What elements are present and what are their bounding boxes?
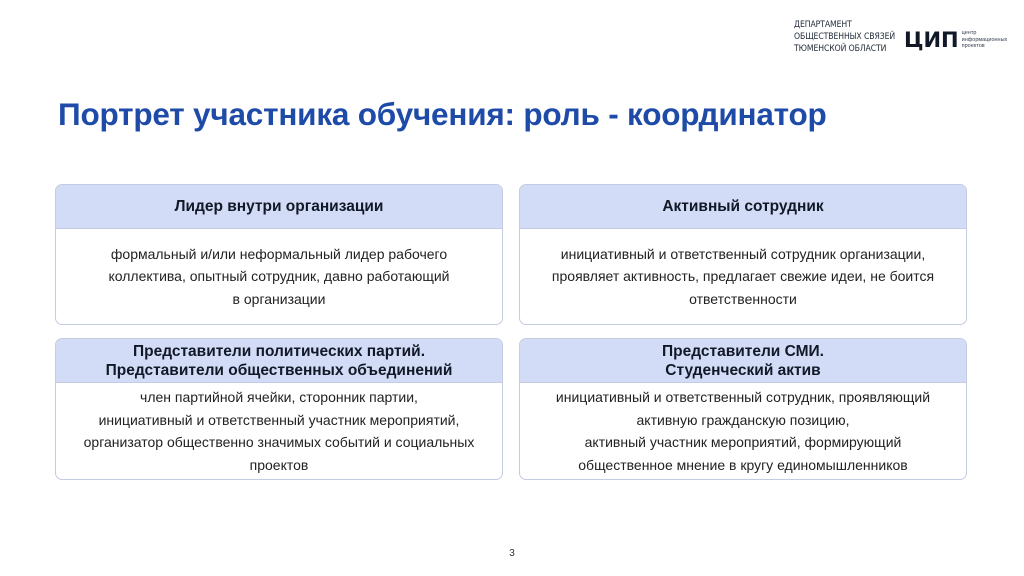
card-media (519, 338, 967, 480)
cip-logo-mark: ЦИП (904, 28, 959, 52)
card-heading (56, 339, 502, 383)
card-body-line: формальный и/или неформальный лидер рабочего (110, 245, 448, 262)
card-body-line: проявляет активность, предлагает свежие идеи, не боится (551, 268, 935, 285)
card-heading-line: Активный сотрудник (662, 198, 824, 215)
card-body-line: активную гражданскую позицию, (636, 411, 850, 428)
cip-logo-line: центр (961, 30, 977, 37)
card-leader (55, 184, 503, 325)
card-body-line: коллектива, опытный сотрудник, давно работающий (108, 268, 450, 285)
card-heading-line: Студенческий актив (665, 361, 821, 379)
card-body-line: общественное мнение в кругу единомышленников (578, 456, 908, 473)
card-heading-line: Представители политических партий. (132, 342, 426, 360)
card-body-line: ответственности (689, 290, 797, 307)
card-body-line: инициативный и ответственный участник мероприятий, (98, 411, 460, 428)
cip-logo (904, 29, 1007, 51)
card-body (520, 383, 966, 479)
page-number: 3 (509, 548, 515, 559)
card-heading (56, 185, 502, 229)
card-body-line: инициативный и ответственный сотрудник организации, (560, 245, 926, 262)
card-body-line: член партийной ячейки, сторонник партии, (140, 389, 418, 405)
cip-logo-line: проектов (961, 43, 985, 50)
page-title: Портрет участника обучения: роль - координатор (58, 96, 827, 132)
card-body-line: инициативный и ответственный сотрудник, проявляющий (555, 389, 931, 405)
department-logo-line: ДЕПАРТАМЕНТ (794, 20, 852, 30)
card-political-parties (55, 338, 503, 480)
card-body-line: проектов (249, 456, 309, 473)
cip-logo-caption (962, 30, 1008, 50)
card-body (56, 229, 502, 324)
department-logo (794, 19, 895, 55)
card-body-line: активный участник мероприятий, формирующий (584, 434, 902, 450)
department-logo-line: ТЮМЕНСКОЙ ОБЛАСТИ (794, 44, 887, 54)
card-body (56, 383, 502, 479)
cip-logo-line: информационных (961, 36, 1008, 43)
card-body-line: организатор общественно значимых событий и социальных (83, 434, 475, 450)
card-body-line: в организации (232, 290, 326, 307)
card-heading-line: Лидер внутри организации (174, 198, 384, 215)
card-heading (520, 185, 966, 229)
card-active-employee (519, 184, 967, 325)
card-heading-line: Представители СМИ. (662, 342, 824, 360)
card-heading-line: Представители общественных объединений (105, 361, 453, 379)
card-heading (520, 339, 966, 383)
card-body (520, 229, 966, 324)
department-logo-line: ОБЩЕСТВЕННЫХ СВЯЗЕЙ (794, 32, 896, 42)
